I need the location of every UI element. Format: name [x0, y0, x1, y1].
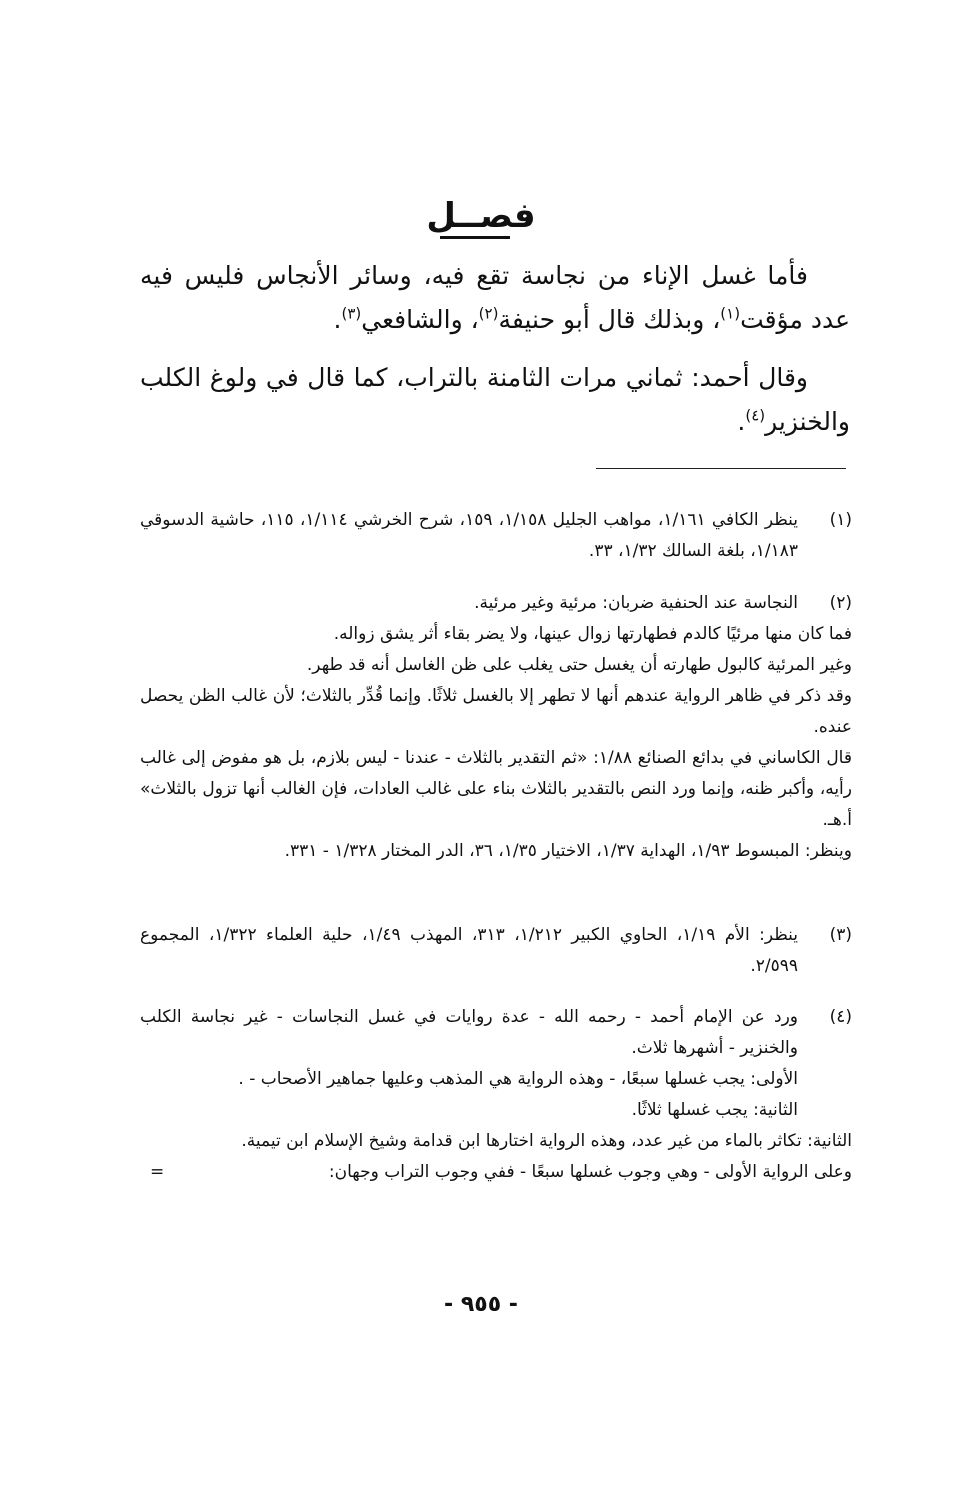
p1-text-b: ، وبذلك قال أبو حنيفة — [498, 305, 721, 334]
footnote-first-line: النجاسة عند الحنفية ضربان: مرئية وغير مرئية. — [474, 593, 798, 613]
footnote-number: (١) — [829, 510, 852, 530]
footnote-number: (٢) — [829, 593, 852, 613]
footnote-line: الثانية: يجب غسلها ثلاثًا. — [631, 1100, 798, 1120]
p2-text-a: وقال أحمد: ثماني مرات الثامنة بالتراب، كما قال في ولوغ الكلب والخنزير — [140, 363, 850, 436]
main-paragraph-1 — [140, 254, 850, 342]
title-underline — [440, 236, 510, 239]
footnote-ref-1: (١) — [720, 304, 741, 323]
p2-text-b: . — [737, 407, 746, 436]
section-title: فصــل — [426, 196, 536, 236]
footnote-first-line: ورد عن الإمام أحمد - رحمه الله - عدة روايات في غسل النجاسات - غير نجاسة الكلب والخنزير - أشهرها ثلاث. — [140, 1007, 798, 1058]
footnote-line: وقد ذكر في ظاهر الرواية عندهم أنها لا تطهر إلا بالغسل ثلاثًا. وإنما قُدِّر بالثلاث؛ لأن غالب الظن يحصل عنده. — [140, 686, 852, 737]
footnote-line-text: وعلى الرواية الأولى - وهي وجوب غسلها سبعًا - ففي وجوب التراب وجهان: — [328, 1162, 852, 1182]
footnote-line: وينظر: المبسوط ١/٩٣، الهداية ١/٣٧، الاختيار ١/٣٥، ٣٦، الدر المختار ١/٣٢٨ - ٣٣١. — [284, 841, 852, 861]
footnote-text: ينظر الكافي ١/١٦١، مواهب الجليل ١/١٥٨، ١٥٩، شرح الخرشي ١/١١٤، ١١٥، حاشية الدسوقي ١/١٨٣، بلغة السالك ١/٣٢، ٣٣. — [140, 510, 799, 561]
page-number: - ٩٥٥ - — [444, 1292, 518, 1317]
footnote-4 — [140, 1002, 852, 1188]
footnote-separator — [596, 468, 846, 469]
footnote-line: الثانية: تكاثر بالماء من غير عدد، وهذه الرواية اختارها ابن قدامة وشيخ الإسلام ابن تيمية. — [241, 1131, 852, 1151]
footnote-ref-2: (٢) — [478, 304, 499, 323]
footnote-number: (٤) — [829, 1007, 852, 1027]
footnote-line: الأولى: يجب غسلها سبعًا، - وهذه الرواية هي المذهب وعليها جماهير الأصحاب - . — [238, 1069, 798, 1089]
footnote-last-line — [140, 1157, 852, 1188]
footnote-number: (٣) — [829, 925, 852, 945]
footnote-line: فما كان منها مرئيًا كالدم فطهارتها زوال عينها، ولا يضر بقاء أثر يشق زواله. — [333, 624, 852, 644]
footnote-body — [140, 619, 852, 867]
footnote-line: وغير المرئية كالبول طهارته أن يغسل حتى يغلب على ظن الغاسل أنه قد طهر. — [306, 655, 852, 675]
footnote-ref-4: (٤) — [745, 406, 766, 425]
p1-text-d: . — [333, 305, 342, 334]
footnote-ref-3: (٣) — [341, 304, 362, 323]
footnote-line: قال الكاساني في بدائع الصنائع ١/٨٨: «ثم التقدير بالثلاث - عندنا - ليس بلازم، بل هو مفوض إلى غالب رأيه، وأكبر ظنه، وإنما ورد النص بالتقدير بالثلاث بناء على غالب العادات، فإن الغالب أنها تزول بالثلاث» أ.هـ. — [140, 748, 852, 830]
continuation-mark: = — [150, 1162, 165, 1182]
p1-text-a: فأما غسل الإناء من نجاسة تقع فيه، وسائر الأنجاس فليس فيه عدد مؤقت — [140, 261, 850, 334]
p1-text-c: ، والشافعي — [361, 305, 479, 334]
footnote-2 — [140, 588, 852, 867]
main-paragraph-2 — [140, 356, 850, 444]
footnote-3 — [140, 920, 852, 982]
footnote-text: ينظر: الأم ١/١٩، الحاوي الكبير ١/٢١٢، ٣١٣، المهذب ١/٤٩، حلية العلماء ١/٣٢٢، المجموع ٢/٥٩٩. — [140, 925, 799, 976]
footnote-1 — [140, 505, 852, 567]
